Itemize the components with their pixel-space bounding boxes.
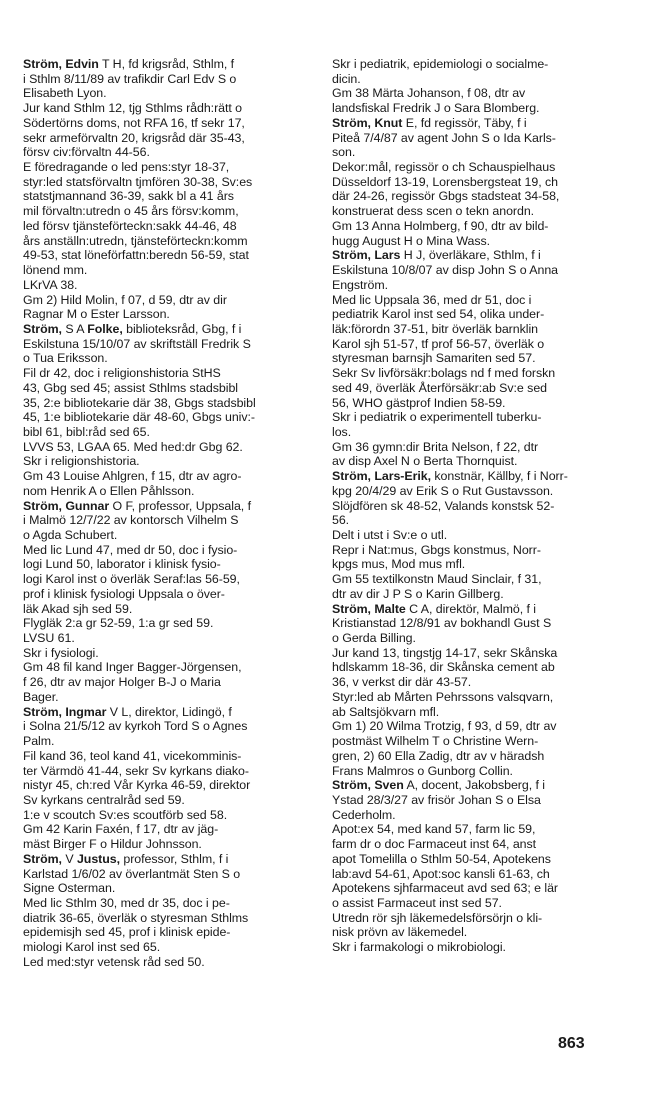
entry-text: epidemisjh sed 45, prof i klinisk epide- xyxy=(23,925,231,940)
entry-text: Engström. xyxy=(332,277,389,292)
entry-text: Dekor:mål, regissör o ch Schauspielhaus xyxy=(332,160,556,175)
text-line xyxy=(332,660,622,675)
entry-text: styr:led statsförvaltn tjmfören 30-38, Sv:es xyxy=(23,174,253,189)
text-line xyxy=(332,881,622,896)
text-line xyxy=(23,160,295,175)
entry-text: bibl 61, bibl:råd sed 65. xyxy=(23,424,150,439)
text-line xyxy=(23,425,295,440)
text-line xyxy=(23,572,295,587)
entry-text: o assist Farmaceut inst sed 57. xyxy=(332,895,502,910)
text-line xyxy=(23,86,295,101)
entry-text: i Solna 21/5/12 av kyrkoh Tord S o Agnes xyxy=(23,719,248,734)
entry-name: Folke, xyxy=(87,321,123,336)
text-line xyxy=(23,219,295,234)
text-line xyxy=(23,675,295,690)
text-line xyxy=(332,896,622,911)
text-line xyxy=(332,263,622,278)
text-line xyxy=(332,911,622,926)
text-line xyxy=(332,454,622,469)
entry-text: Elisabeth Lyon. xyxy=(23,86,107,101)
entry-text: lönend mm. xyxy=(23,263,88,278)
entry-text: V L, direktor, Lidingö, f xyxy=(106,704,232,719)
entry-text: logi Karol inst o överläk Seraf:las 56-59, xyxy=(23,572,240,587)
text-line xyxy=(23,204,295,219)
text-line xyxy=(332,808,622,823)
entry-text: E föredragande o led pens:styr 18-37, xyxy=(23,160,230,175)
entry-text: LKrVA 38. xyxy=(23,277,78,292)
right-column-entry xyxy=(332,248,622,469)
entry-name: Ström, Lars-Erik, xyxy=(332,469,431,484)
entry-text: Apot:ex 54, med kand 57, farm lic 59, xyxy=(332,822,536,837)
text-line xyxy=(332,293,622,308)
text-line xyxy=(332,852,622,867)
text-line xyxy=(23,543,295,558)
entry-text: Karol sjh 51-57, tf prof 56-57, överläk o xyxy=(332,336,545,351)
text-line xyxy=(23,822,295,837)
entry-text: statstjmannand 36-39, sakk bl a 41 års xyxy=(23,189,234,204)
entry-text: S A xyxy=(61,321,88,336)
entry-text: av disp Axel N o Berta Thornquist. xyxy=(332,454,518,469)
entry-text: nisk prövn av läkemedel. xyxy=(332,925,468,940)
text-line xyxy=(332,469,622,484)
text-line xyxy=(23,631,295,646)
text-line xyxy=(23,307,295,322)
entry-text: Skr i religionshistoria. xyxy=(23,454,140,469)
entry-text: farm dr o doc Farmaceut inst 64, anst xyxy=(332,837,537,852)
entry-text: Gm 1) 20 Wilma Trotzig, f 93, d 59, dtr av xyxy=(332,719,557,734)
text-line xyxy=(23,484,295,499)
entry-name: Ström, xyxy=(23,321,62,336)
entry-text: Skr i farmakologi o mikrobiologi. xyxy=(332,940,506,955)
entry-text: Gm 2) Hild Molin, f 07, d 59, dtr av dir xyxy=(23,292,227,307)
text-line xyxy=(332,528,622,543)
page-number: 863 xyxy=(558,1035,585,1052)
text-line xyxy=(332,499,622,514)
entry-name: Ström, Edvin xyxy=(23,57,99,71)
entry-text: H J, överläkare, Sthlm, f i xyxy=(400,248,541,263)
entry-text: Fil dr 42, doc i religionshistoria StHS xyxy=(23,366,221,381)
text-line xyxy=(23,528,295,543)
entry-text: Repr i Nat:mus, Gbgs konstmus, Norr- xyxy=(332,542,541,557)
entry-text: nistyr 45, ch:red Vår Kyrka 46-59, direktor xyxy=(23,778,251,793)
text-line xyxy=(23,263,295,278)
entry-text: hugg August H o Mina Wass. xyxy=(332,233,491,248)
left-column-entry xyxy=(23,322,295,499)
left-column xyxy=(23,57,295,970)
right-column-entry xyxy=(332,469,622,601)
text-line xyxy=(23,101,295,116)
text-line xyxy=(332,557,622,572)
text-line xyxy=(23,808,295,823)
text-line xyxy=(23,749,295,764)
entry-text: Gm 13 Anna Holmberg, f 90, dtr av bild- xyxy=(332,218,549,233)
text-line xyxy=(332,131,622,146)
text-line xyxy=(23,175,295,190)
entry-text: o Gerda Billing. xyxy=(332,631,416,646)
text-line xyxy=(23,690,295,705)
text-line xyxy=(332,764,622,779)
text-line xyxy=(23,867,295,882)
right-column-entry xyxy=(332,602,622,779)
entry-text: Eskilstuna 15/10/07 av skriftställ Fredrik S xyxy=(23,336,251,351)
entry-text: hdlskamm 18-36, dir Skånska cement ab xyxy=(332,660,555,675)
right-column xyxy=(332,57,622,955)
text-line xyxy=(23,940,295,955)
entry-text: kpg 20/4/29 av Erik S o Rut Gustavsson. xyxy=(332,483,554,498)
entry-name: Ström, Sven xyxy=(332,778,404,793)
entry-text: biblioteksråd, Gbg, f i xyxy=(122,321,242,336)
entry-text: led försv tjänsteförteckn:sakk 44-46, 48 xyxy=(23,218,237,233)
text-line xyxy=(332,705,622,720)
entry-text: LVSU 61. xyxy=(23,631,75,646)
text-line xyxy=(23,778,295,793)
entry-text: Med lic Uppsala 36, med dr 51, doc i xyxy=(332,292,532,307)
entry-name: Ström, Ingmar xyxy=(23,704,107,719)
entry-text: Eskilstuna 10/8/07 av disp John S o Anna xyxy=(332,263,559,278)
entry-text: logi Lund 50, laborator i klinisk fysio- xyxy=(23,557,221,572)
left-column-entry xyxy=(23,57,295,322)
text-line xyxy=(23,234,295,249)
text-line xyxy=(332,72,622,87)
entry-text: prof i klinisk fysiologi Uppsala o över- xyxy=(23,586,225,601)
entry-text: V xyxy=(61,851,77,866)
entry-text: 45, 1:e bibliotekarie där 48-60, Gbgs univ:- xyxy=(23,410,255,425)
entry-text: Fil kand 36, teol kand 41, vicekomminis- xyxy=(23,748,242,763)
text-line xyxy=(23,278,295,293)
text-line xyxy=(23,499,295,514)
entry-text: Södertörns doms, not RFA 16, tf sekr 17, xyxy=(23,115,245,130)
text-line xyxy=(332,513,622,528)
text-line xyxy=(332,602,622,617)
entry-name: Ström, Knut xyxy=(332,115,403,130)
text-line xyxy=(332,351,622,366)
entry-text: ab Saltsjökvarn mfl. xyxy=(332,704,440,719)
entry-text: Apotekens sjhfarmaceut avd sed 63; e lär xyxy=(332,881,558,896)
entry-text: pediatrik Karol inst sed 54, olika under- xyxy=(332,307,545,322)
text-line xyxy=(332,719,622,734)
text-line xyxy=(332,145,622,160)
entry-text: 43, Gbg sed 45; assist Sthlms stadsbibl xyxy=(23,380,238,395)
text-line xyxy=(332,219,622,234)
entry-text: O F, professor, Uppsala, f xyxy=(109,498,251,513)
entry-text: Gm 42 Karin Faxén, f 17, dtr av jäg- xyxy=(23,822,219,837)
text-line xyxy=(23,366,295,381)
entry-text: sekr armeförvaltn 20, krigsråd där 35-43, xyxy=(23,130,245,145)
entry-text: dicin. xyxy=(332,71,361,86)
text-line xyxy=(332,675,622,690)
text-line xyxy=(23,602,295,617)
text-line xyxy=(332,410,622,425)
text-line xyxy=(23,381,295,396)
text-line xyxy=(332,734,622,749)
text-line xyxy=(332,116,622,131)
text-line xyxy=(23,911,295,926)
text-line xyxy=(23,852,295,867)
entry-text: LVVS 53, LGAA 65. Med hed:dr Gbg 62. xyxy=(23,439,243,454)
text-line xyxy=(23,705,295,720)
entry-text: ter Värmdö 41-44, sekr Sv kyrkans diako- xyxy=(23,763,249,778)
text-line xyxy=(23,293,295,308)
text-line xyxy=(332,646,622,661)
entry-text: o Tua Eriksson. xyxy=(23,351,108,366)
entry-text: i Malmö 12/7/22 av kontorsch Vilhelm S xyxy=(23,513,239,528)
text-line xyxy=(332,322,622,337)
entry-text: dtr av dir J P S o Karin Gillberg. xyxy=(332,586,504,601)
text-line xyxy=(23,513,295,528)
entry-text: Gm 43 Louise Ahlgren, f 15, dtr av agro- xyxy=(23,469,242,484)
text-line xyxy=(23,646,295,661)
entry-text: års anställn:utredn, tjänsteförteckn:komm xyxy=(23,233,248,248)
entry-text: E, fd regissör, Täby, f i xyxy=(402,115,527,130)
text-line xyxy=(23,322,295,337)
entry-text: A, docent, Jakobsberg, f i xyxy=(403,778,545,793)
text-line xyxy=(23,955,295,970)
entry-text: där 24-26, regissör Gbgs stadsteat 34-58, xyxy=(332,189,560,204)
text-line xyxy=(23,925,295,940)
entry-name: Ström, Malte xyxy=(332,601,406,616)
entry-name: Ström, Lars xyxy=(332,248,401,263)
text-line xyxy=(332,381,622,396)
entry-text: diatrik 36-65, överläk o styresman Sthlms xyxy=(23,910,249,925)
text-line xyxy=(332,337,622,352)
text-line xyxy=(332,57,622,72)
text-line xyxy=(23,793,295,808)
entry-text: Düsseldorf 13-19, Lorensbergsteat 19, ch xyxy=(332,174,558,189)
entry-text: Jur kand Sthlm 12, tjg Sthlms rådh:rätt o xyxy=(23,101,243,116)
entry-text: Skr i pediatrik o experimentell tuberku- xyxy=(332,410,542,425)
entry-text: gren, 2) 60 Ella Zadig, dtr av v häradsh xyxy=(332,748,545,763)
entry-text: Gm 48 fil kand Inger Bagger-Jörgensen, xyxy=(23,660,242,675)
entry-text: f 26, dtr av major Holger B-J o Maria xyxy=(23,675,221,690)
right-column-entry xyxy=(332,57,622,116)
text-line xyxy=(332,189,622,204)
entry-text: Utredn rör sjh läkemedelsförsörjn o kli- xyxy=(332,910,543,925)
text-line xyxy=(23,57,295,72)
text-line xyxy=(332,101,622,116)
left-column-entry xyxy=(23,852,295,970)
entry-text: Piteå 7/4/87 av agent John S o Ida Karls- xyxy=(332,130,556,145)
entry-text: Med lic Sthlm 30, med dr 35, doc i pe- xyxy=(23,895,230,910)
text-line xyxy=(332,940,622,955)
entry-text: Signe Osterman. xyxy=(23,881,116,896)
text-line xyxy=(332,396,622,411)
entry-text: Frans Malmros o Gunborg Collin. xyxy=(332,763,513,778)
text-line xyxy=(23,337,295,352)
entry-text: Led med:styr vetensk råd sed 50. xyxy=(23,954,205,969)
entry-text: 56. xyxy=(332,513,350,528)
entry-text: Cederholm. xyxy=(332,807,396,822)
entry-text: Karlstad 1/6/02 av överlantmät Sten S o xyxy=(23,866,241,881)
text-line xyxy=(332,160,622,175)
text-line xyxy=(332,484,622,499)
entry-text: konstnär, Källby, f i Norr- xyxy=(431,469,568,484)
entry-text: postmäst Wilhelm T o Christine Wern- xyxy=(332,734,539,749)
entry-text: professor, Sthlm, f i xyxy=(119,851,229,866)
text-line xyxy=(23,719,295,734)
text-line xyxy=(23,837,295,852)
entry-text: Palm. xyxy=(23,734,55,749)
text-line xyxy=(23,616,295,631)
text-line xyxy=(332,822,622,837)
text-line xyxy=(332,204,622,219)
entry-text: Kristianstad 12/8/91 av bokhandl Gust S xyxy=(332,616,552,631)
text-line xyxy=(332,86,622,101)
text-line xyxy=(23,469,295,484)
entry-text: 36, v verkst dir där 43-57. xyxy=(332,675,472,690)
entry-text: Ragnar M o Ester Larsson. xyxy=(23,307,170,322)
entry-text: läk:förordn 37-51, bitr överläk barnklin xyxy=(332,321,538,336)
text-line xyxy=(332,690,622,705)
text-line xyxy=(23,440,295,455)
entry-text: 56, WHO gästprof Indien 58-59. xyxy=(332,395,506,410)
entry-text: son. xyxy=(332,145,356,160)
right-column-entry xyxy=(332,778,622,955)
text-line xyxy=(332,278,622,293)
entry-text: nom Henrik A o Ellen Påhlsson. xyxy=(23,483,195,498)
text-line xyxy=(332,543,622,558)
text-line xyxy=(23,145,295,160)
text-line xyxy=(23,764,295,779)
text-line xyxy=(332,440,622,455)
entry-text: konstruerat dess scen o tekn anordn. xyxy=(332,204,535,219)
entry-text: Med lic Lund 47, med dr 50, doc i fysio- xyxy=(23,542,238,557)
text-line xyxy=(332,925,622,940)
text-line xyxy=(23,189,295,204)
entry-text: Delt i utst i Sv:e o utl. xyxy=(332,528,448,542)
entry-text: T H, fd krigsråd, Sthlm, f xyxy=(98,57,235,71)
entry-text: miologi Karol inst sed 65. xyxy=(23,940,161,955)
text-line xyxy=(23,660,295,675)
entry-text: i Sthlm 8/11/89 av trafikdir Carl Edv S o xyxy=(23,71,237,86)
entry-text: Styr:led ab Mårten Pehrssons valsqvarn, xyxy=(332,689,554,704)
entry-text: 1:e v scoutch Sv:es scoutförb sed 58. xyxy=(23,807,228,822)
entry-text: landsfiskal Fredrik J o Sara Blomberg. xyxy=(332,101,540,116)
entry-text: Gm 38 Märta Johanson, f 08, dtr av xyxy=(332,86,526,101)
text-line xyxy=(332,307,622,322)
text-line xyxy=(332,248,622,263)
entry-text: Gm 55 textilkonstn Maud Sinclair, f 31, xyxy=(332,572,542,587)
text-line xyxy=(23,351,295,366)
entry-text: Skr i fysiologi. xyxy=(23,645,99,660)
text-line xyxy=(23,587,295,602)
entry-text: läk Akad sjh sed 59. xyxy=(23,601,133,616)
text-line xyxy=(332,793,622,808)
text-line xyxy=(23,131,295,146)
entry-text: C A, direktör, Malmö, f i xyxy=(405,601,536,616)
entry-text: Jur kand 13, tingstjg 14-17, sekr Skånska xyxy=(332,645,558,660)
entry-text: Gm 36 gymn:dir Brita Nelson, f 22, dtr xyxy=(332,439,539,454)
entry-text: Sv kyrkans centralråd sed 59. xyxy=(23,792,185,807)
text-line xyxy=(332,572,622,587)
entry-text: Bager. xyxy=(23,689,59,704)
entry-text: Skr i pediatrik, epidemiologi o socialme- xyxy=(332,57,549,71)
entry-text: Slöjdfören sk 48-52, Valands konstsk 52- xyxy=(332,498,555,513)
text-line xyxy=(332,587,622,602)
entry-text: styresman barnsjh Samariten sed 57. xyxy=(332,351,536,366)
entry-name: Justus, xyxy=(76,851,120,866)
entry-text: o Agda Schubert. xyxy=(23,528,118,542)
text-line xyxy=(23,72,295,87)
text-line xyxy=(23,248,295,263)
entry-text: Flygläk 2:a gr 52-59, 1:a gr sed 59. xyxy=(23,616,214,631)
right-column-entry xyxy=(332,116,622,248)
entry-text: kpgs mus, Mod mus mfl. xyxy=(332,557,466,572)
text-line xyxy=(23,734,295,749)
text-line xyxy=(332,234,622,249)
entry-text: mäst Birger F o Hildur Johnsson. xyxy=(23,837,202,852)
entry-name: Ström, xyxy=(23,851,62,866)
text-line xyxy=(23,410,295,425)
text-line xyxy=(332,631,622,646)
text-line xyxy=(332,366,622,381)
text-line xyxy=(332,425,622,440)
entry-text: apot Tomelilla o Sthlm 50-54, Apotekens xyxy=(332,851,551,866)
text-line xyxy=(332,867,622,882)
text-line xyxy=(332,616,622,631)
entry-text: los. xyxy=(332,424,352,439)
text-line xyxy=(332,778,622,793)
entry-text: lab:avd 54-61, Apot:soc kansli 61-63, ch xyxy=(332,866,550,881)
text-line xyxy=(23,896,295,911)
entry-text: Ystad 28/3/27 av frisör Johan S o Elsa xyxy=(332,792,541,807)
entry-text: 49-53, stat löneförfattn:beredn 56-59, stat xyxy=(23,248,249,263)
text-line xyxy=(23,116,295,131)
text-line xyxy=(23,454,295,469)
text-line xyxy=(23,881,295,896)
left-column-entry xyxy=(23,705,295,852)
entry-text: sed 49, överläk Återförsäkr:ab Sv:e sed xyxy=(332,380,547,395)
entry-text: Sekr Sv livförsäkr:bolags nd f med forskn xyxy=(332,366,556,381)
entry-text: försv civ:förvaltn 44-56. xyxy=(23,145,150,160)
text-line xyxy=(332,175,622,190)
entry-name: Ström, Gunnar xyxy=(23,498,110,513)
entry-text: 35, 2:e bibliotekarie där 38, Gbgs stadsbibl xyxy=(23,395,256,410)
left-column-entry xyxy=(23,499,295,705)
text-line xyxy=(332,837,622,852)
text-line xyxy=(23,557,295,572)
text-line xyxy=(332,749,622,764)
entry-text: mil förvaltn:utredn o 45 års försv:komm, xyxy=(23,204,239,219)
text-line xyxy=(23,396,295,411)
